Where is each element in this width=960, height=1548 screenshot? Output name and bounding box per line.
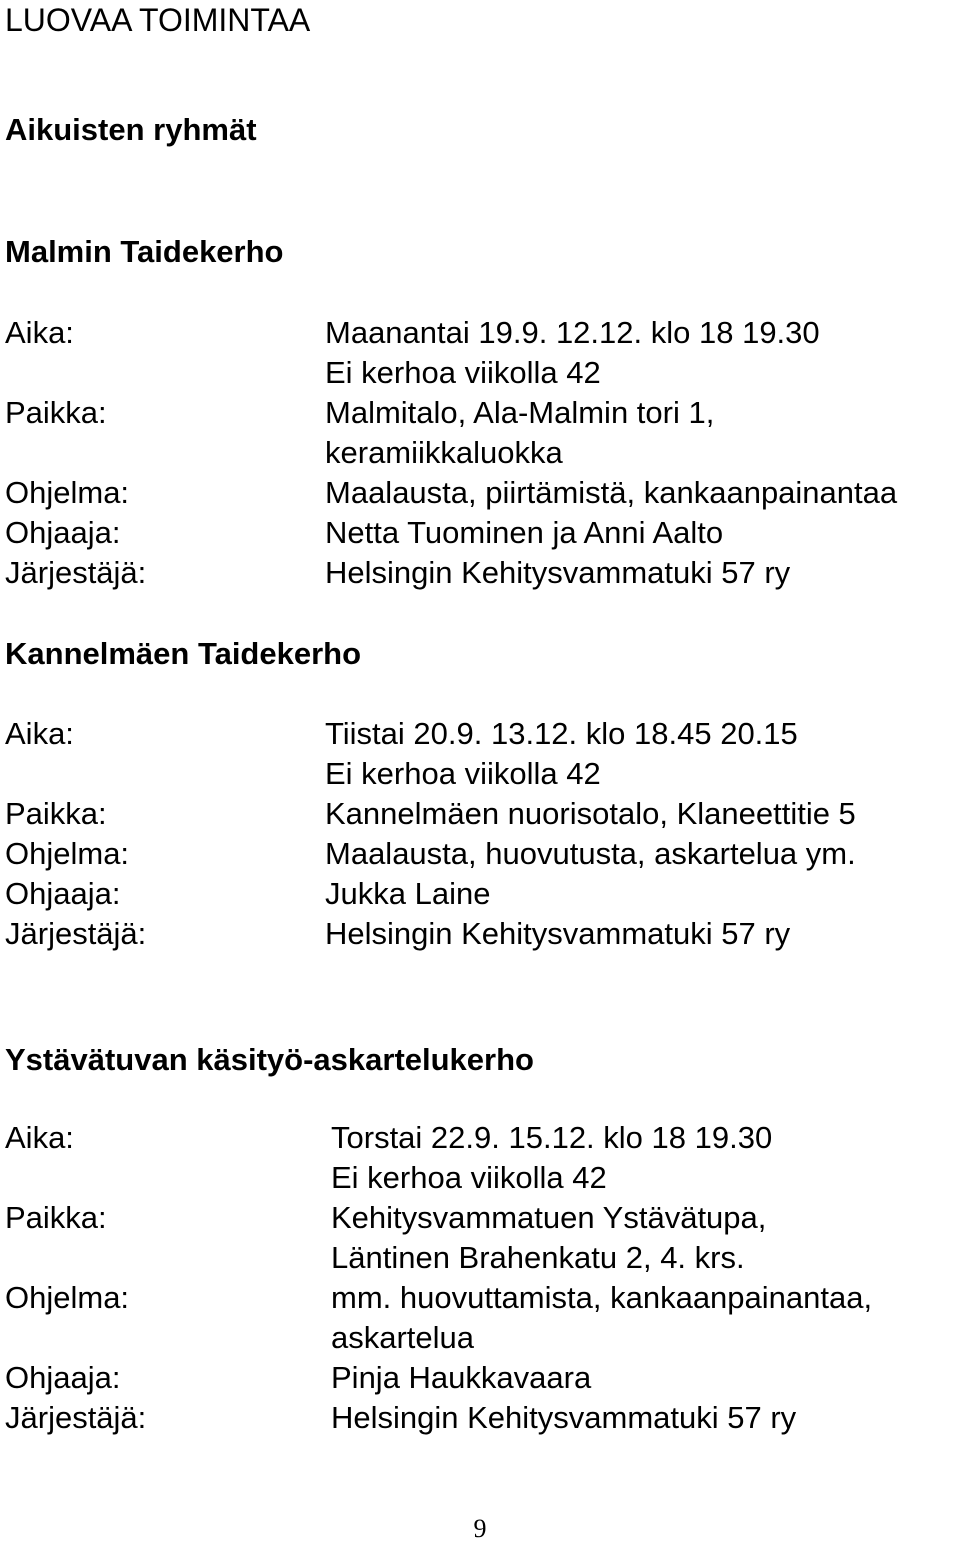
place-label: Paikka: <box>5 796 107 831</box>
time-label: Aika: <box>5 315 74 350</box>
organizer-value: Helsingin Kehitysvammatuki 57 ry <box>331 1400 797 1435</box>
place-value: Kannelmäen nuorisotalo, Klaneettitie 5 <box>325 796 856 831</box>
page-number: 9 <box>473 1514 487 1543</box>
time-label: Aika: <box>5 1120 74 1155</box>
instructor-label: Ohjaaja: <box>5 515 121 550</box>
program-value: Maalausta, huovutusta, askartelua ym. <box>325 836 856 871</box>
time-value: Torstai 22.9. 15.12. klo 18 19.30 <box>331 1120 773 1155</box>
organizer-value: Helsingin Kehitysvammatuki 57 ry <box>325 916 791 951</box>
time-note: Ei kerhoa viikolla 42 <box>325 756 601 791</box>
organizer-label: Järjestäjä: <box>5 555 147 590</box>
instructor-value: Netta Tuominen ja Anni Aalto <box>325 515 724 550</box>
group-heading-ystavatupa: Ystävätuvan käsityö-askartelukerho <box>5 1042 534 1077</box>
place-value: Malmitalo, Ala-Malmin tori 1, <box>325 395 715 430</box>
group-heading-kannelmaki: Kannelmäen Taidekerho <box>5 636 362 671</box>
organizer-label: Järjestäjä: <box>5 1400 147 1435</box>
time-label: Aika: <box>5 716 74 751</box>
instructor-label: Ohjaaja: <box>5 876 121 911</box>
time-value: Maanantai 19.9. 12.12. klo 18 19.30 <box>325 315 820 350</box>
group-heading-malmi: Malmin Taidekerho <box>5 234 284 269</box>
place-value-cont: Läntinen Brahenkatu 2, 4. krs. <box>331 1240 745 1275</box>
program-label: Ohjelma: <box>5 1280 130 1315</box>
organizer-label: Järjestäjä: <box>5 916 147 951</box>
time-note: Ei kerhoa viikolla 42 <box>325 355 601 390</box>
section-subtitle: Aikuisten ryhmät <box>5 112 257 147</box>
organizer-value: Helsingin Kehitysvammatuki 57 ry <box>325 555 791 590</box>
place-value-cont: keramiikkaluokka <box>325 435 563 470</box>
program-value-cont: askartelua <box>331 1320 475 1355</box>
program-value: mm. huovuttamista, kankaanpainantaa, <box>331 1280 873 1315</box>
page-title: LUOVAA TOIMINTAA <box>5 2 311 38</box>
program-value: Maalausta, piirtämistä, kankaanpainantaa <box>325 475 898 510</box>
place-value: Kehitysvammatuen Ystävätupa, <box>331 1200 767 1235</box>
instructor-value: Jukka Laine <box>325 876 491 911</box>
place-label: Paikka: <box>5 1200 107 1235</box>
instructor-label: Ohjaaja: <box>5 1360 121 1395</box>
instructor-value: Pinja Haukkavaara <box>331 1360 592 1395</box>
program-label: Ohjelma: <box>5 475 130 510</box>
place-label: Paikka: <box>5 395 107 430</box>
time-value: Tiistai 20.9. 13.12. klo 18.45 20.15 <box>325 716 798 751</box>
program-label: Ohjelma: <box>5 836 130 871</box>
time-note: Ei kerhoa viikolla 42 <box>331 1160 607 1195</box>
